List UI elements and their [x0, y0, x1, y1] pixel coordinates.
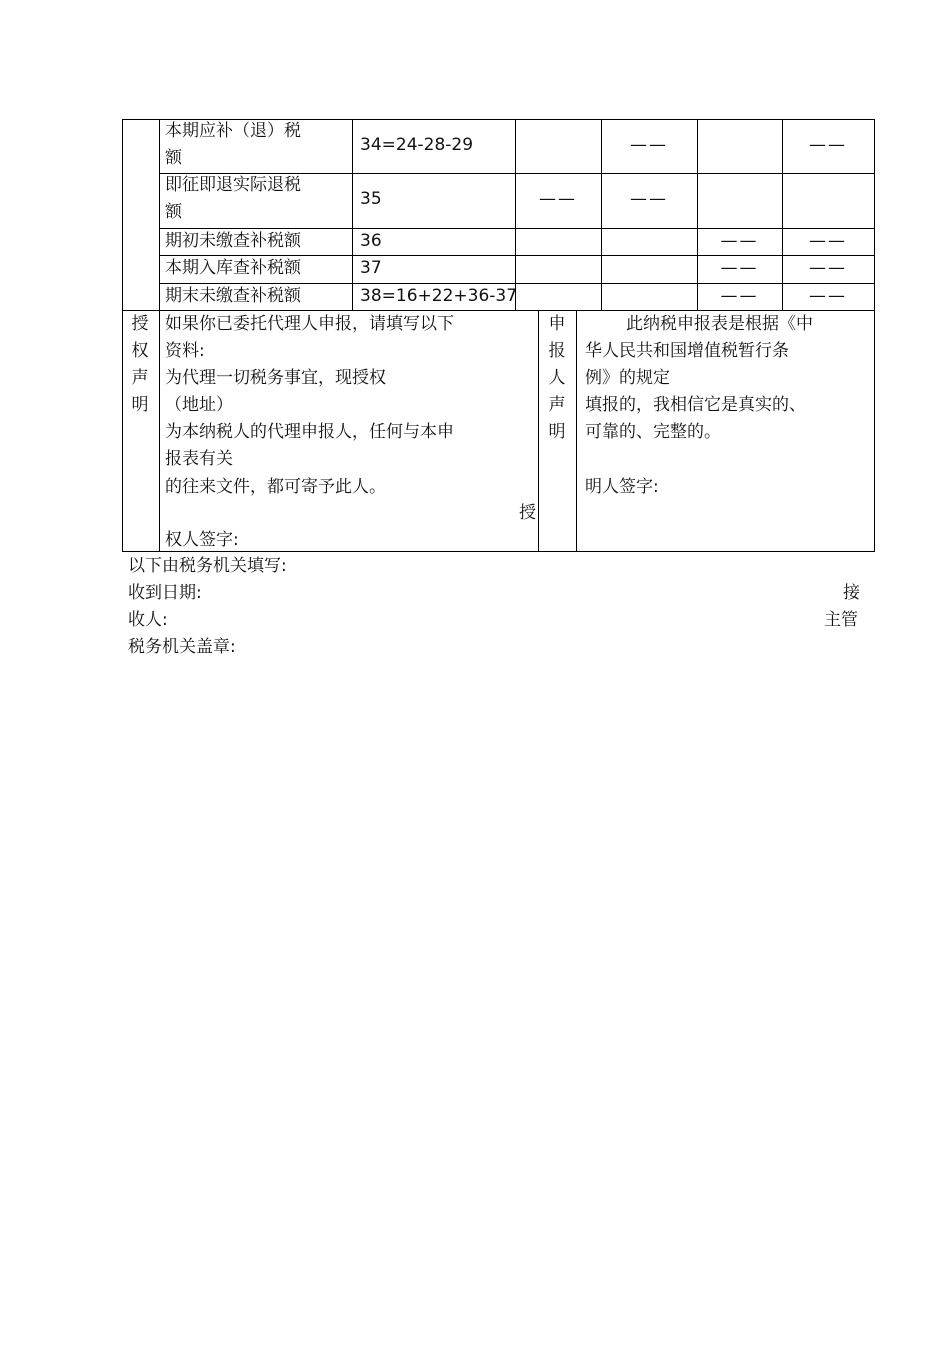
row-label: 期初未缴查补税额 [165, 231, 301, 251]
row-formula: 37 [360, 258, 382, 278]
declarant-heading: 申报人声明 [548, 314, 566, 442]
row-label: 即征即退实际退税 [165, 175, 301, 195]
cell-value: —— [539, 189, 577, 209]
row-formula: 35 [360, 189, 382, 209]
row-formula: 34=24-28-29 [360, 135, 474, 155]
cell-value: —— [809, 135, 847, 155]
declarant-line: 例》的规定 [585, 368, 670, 388]
footer-line: 以下由税务机关填写: [128, 556, 287, 576]
auth-line: 报表有关 [165, 449, 233, 469]
row-label: 额 [165, 202, 182, 222]
declarant-signature-label: 明人签字: [585, 477, 659, 497]
footer-received-date: 收到日期: [128, 583, 202, 603]
declarant-line: 填报的，我相信它是真实的、 [585, 395, 806, 415]
cell-value: —— [720, 231, 759, 251]
row-formula: 38=16+22+36-37 [360, 286, 518, 306]
auth-signature-label: 权人签字: [165, 530, 239, 550]
grid-line [159, 119, 160, 552]
row-label: 本期入库查补税额 [165, 258, 301, 278]
row-formula: 36 [360, 231, 382, 251]
cell-value: —— [630, 189, 668, 209]
grid-line [352, 119, 353, 310]
auth-sign-tail: 授 [519, 503, 536, 523]
auth-line: 为本纳税人的代理申报人，任何与本申 [165, 422, 454, 442]
footer-seal: 税务机关盖章: [128, 637, 236, 657]
row-label: 额 [165, 148, 182, 168]
cell-value: —— [809, 286, 847, 306]
cell-value: —— [809, 258, 847, 278]
row-label: 本期应补（退）税 [165, 121, 301, 141]
footer-tail: 主管 [824, 610, 858, 630]
grid-line [538, 310, 539, 552]
declarant-line: 此纳税申报表是根据《中 [626, 314, 813, 334]
footer-tail: 接 [843, 583, 860, 603]
cell-value: —— [809, 231, 847, 251]
grid-line [874, 119, 875, 552]
cell-value: —— [630, 135, 668, 155]
auth-line: 为代理一切税务事宜，现授权 [165, 368, 386, 388]
grid-line [515, 119, 516, 310]
cell-value: —— [720, 258, 759, 278]
cell-value: —— [720, 286, 759, 306]
auth-line: 如果你已委托代理人申报，请填写以下 [165, 314, 454, 334]
footer-receiver: 收人: [128, 610, 168, 630]
auth-heading: 授权声明 [131, 314, 149, 415]
auth-line: 资料: [165, 341, 205, 361]
auth-line: 的往来文件，都可寄予此人。 [165, 477, 386, 497]
declarant-line: 可靠的、完整的。 [585, 422, 721, 442]
grid-line [122, 119, 123, 552]
declarant-line: 华人民共和国增值税暂行条 [585, 341, 789, 361]
grid-line [576, 310, 577, 552]
auth-line: （地址） [165, 395, 233, 415]
row-label: 期末未缴查补税额 [165, 286, 301, 306]
